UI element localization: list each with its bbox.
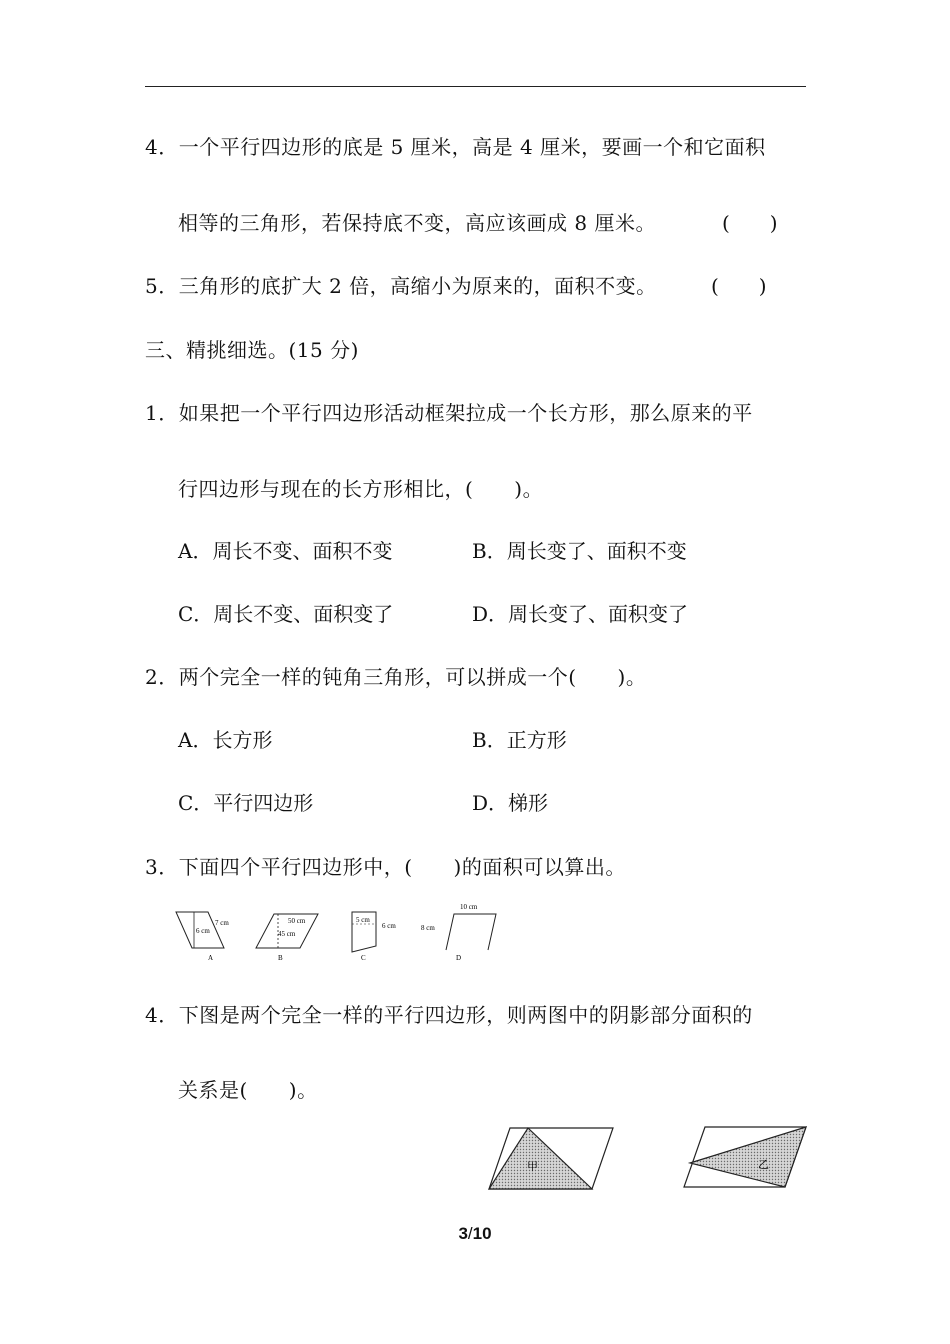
choice-q2-option-b[interactable]: B．正方形 (472, 728, 567, 752)
figure-yi-label: 乙 (758, 1159, 769, 1171)
figure-d-height-label: 8 cm (421, 924, 435, 932)
choice-q1-text1: 如果把一个平行四边形活动框架拉成一个长方形，那么原来的平 (178, 401, 753, 425)
page-total: 10 (472, 1224, 492, 1243)
section3-title: 三、精挑细选。(15 分) (145, 338, 359, 362)
choice-q2-option-c[interactable]: C．平行四边形 (178, 791, 314, 815)
choice-q1-number: 1． (145, 401, 179, 425)
choice-q2-option-a[interactable]: A．长方形 (178, 728, 273, 752)
judge-q4-answer-blank[interactable]: ( ) (722, 211, 778, 235)
figure-jia-shaded-triangle (489, 1128, 592, 1189)
choice-q2-option-d[interactable]: D．梯形 (472, 791, 549, 815)
figure-a-side-label: 7 cm (215, 919, 229, 927)
choice-q4-figures (480, 1118, 820, 1198)
choice-q2-number: 2． (145, 665, 179, 689)
choice-q4-number: 4． (145, 1003, 179, 1027)
judge-q4-text2: 相等的三角形，若保持底不变，高应该画成 8 厘米。 (178, 211, 656, 235)
choice-q1-option-c[interactable]: C．周长不变、面积变了 (178, 602, 394, 626)
choice-q1-option-a[interactable]: A．周长不变、面积不变 (178, 539, 393, 563)
choice-q2-text: 两个完全一样的钝角三角形，可以拼成一个( )。 (178, 665, 647, 689)
page-number (0, 1224, 950, 1244)
choice-q4-text1: 下图是两个完全一样的平行四边形，则两图中的阴影部分面积的 (178, 1003, 753, 1027)
figure-d[interactable] (421, 903, 496, 962)
figure-c[interactable] (352, 912, 396, 962)
judge-q5-line (145, 273, 657, 299)
figure-jia-label: 甲 (527, 1161, 538, 1173)
page-separator: / (467, 1224, 473, 1243)
judge-q4-text1: 一个平行四边形的底是 5 厘米，高是 4 厘米，要画一个和它面积 (178, 135, 766, 159)
judge-q5-number: 5． (145, 274, 179, 298)
judge-q5-text: 三角形的底扩大 2 倍，高缩小为原来的，面积不变。 (178, 274, 657, 298)
figure-c-side-label: 6 cm (382, 922, 396, 930)
figure-c-letter: C (361, 954, 366, 962)
page-current: 3 (458, 1224, 468, 1243)
choice-q2-line (145, 664, 646, 690)
figure-yi (684, 1127, 806, 1187)
header-rule (145, 86, 806, 87)
figure-b-letter: B (278, 954, 283, 962)
figure-d-top-label: 10 cm (460, 903, 478, 911)
choice-q3-text: 下面四个平行四边形中，( )的面积可以算出。 (178, 855, 626, 879)
figure-jia (489, 1128, 613, 1189)
figure-b[interactable] (256, 914, 318, 962)
figure-yi-shaded-triangle (690, 1127, 806, 1187)
figure-a-height-label: 6 cm (196, 927, 210, 935)
figure-d-letter: D (456, 954, 462, 962)
figure-b-height-label: 45 cm (278, 930, 296, 938)
choice-q1-line1 (145, 400, 753, 426)
judge-q5-answer-blank[interactable]: ( ) (711, 274, 767, 298)
choice-q4-line1 (145, 1002, 753, 1028)
judge-q4-number: 4． (145, 135, 179, 159)
figure-a-letter: A (208, 954, 214, 962)
choice-q3-line (145, 854, 626, 880)
choice-q3-figures (170, 898, 510, 970)
figure-a[interactable] (176, 912, 229, 962)
choice-q1-option-b[interactable]: B．周长变了、面积不变 (472, 539, 687, 563)
figure-c-top-label: 5 cm (356, 916, 370, 924)
choice-q3-number: 3． (145, 855, 179, 879)
choice-q4-text2: 关系是( )。 (178, 1078, 318, 1102)
judge-q4-line1 (145, 134, 766, 160)
figure-b-top-label: 50 cm (288, 917, 306, 925)
figure-d-parallelogram (446, 914, 496, 950)
choice-q1-option-d[interactable]: D．周长变了、面积变了 (472, 602, 689, 626)
choice-q1-text2: 行四边形与现在的长方形相比，( )。 (178, 477, 544, 501)
